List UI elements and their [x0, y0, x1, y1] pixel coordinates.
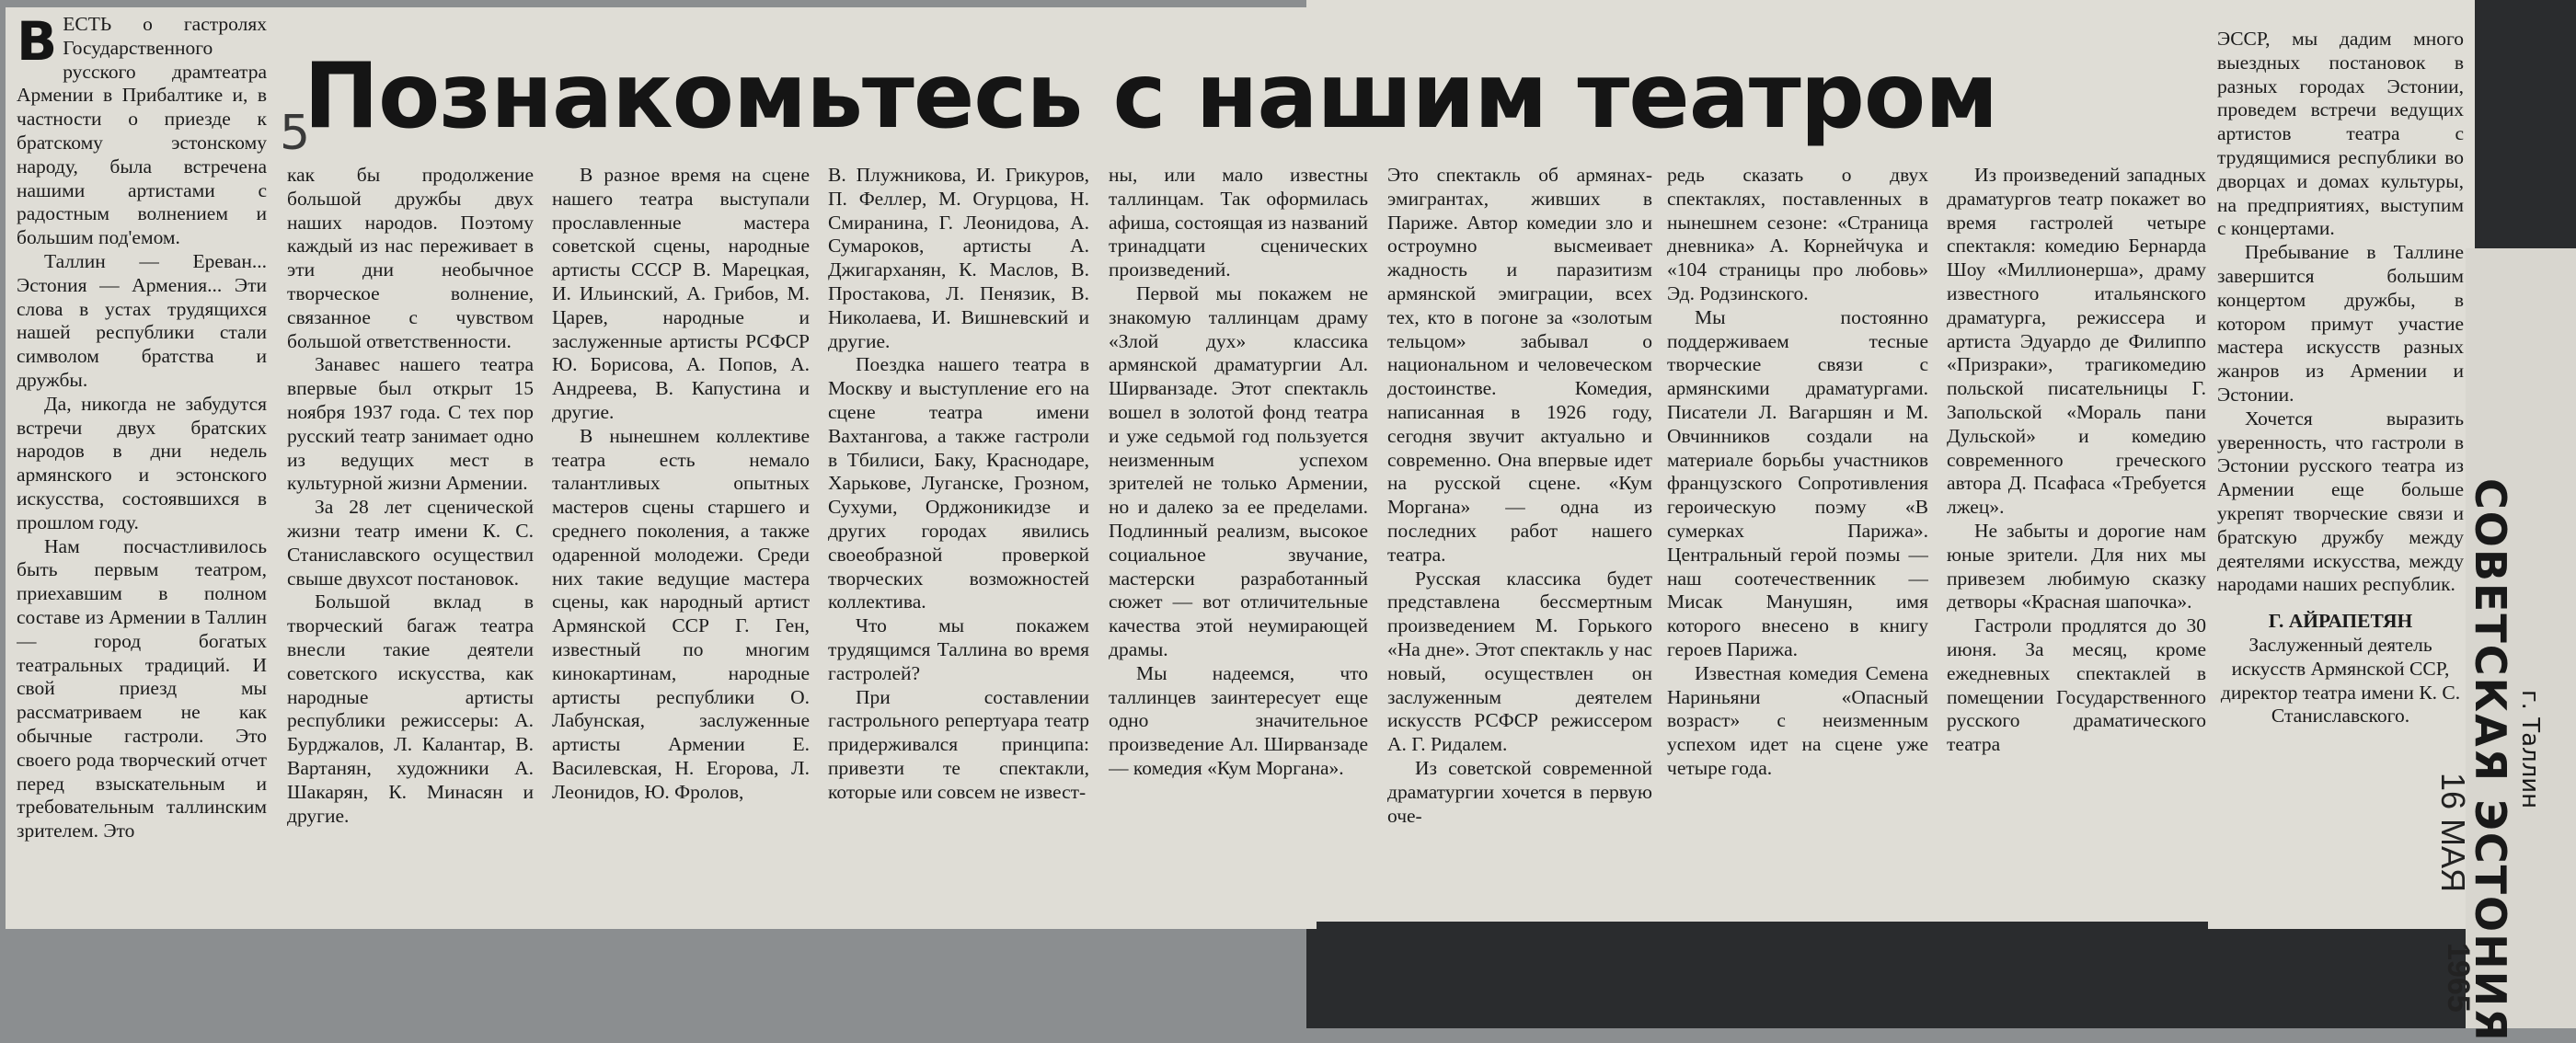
article-column-5	[1109, 164, 1368, 923]
article-column-3	[552, 164, 810, 923]
paragraph: В нынешнем коллективе театра есть немало талантливых опытных мастеров сцены старшего и среднего поколения, а также одаренной молодежи. Среди них такие ведущие мастера сцены, как народный артист Армянской ССР Г. Ген, известный по многим кинокартинам, народные артисты республики О. Лабунская, заслуженные артисты Армении Е. Василевская, Н. Егорова, Л. Леонидов, Ю. Фролов,	[552, 424, 810, 803]
pen-mark: 5	[280, 106, 311, 158]
paragraph: Из произведений западных драматургов театр покажет во время гастролей четыре спектакля: комедию Бернарда Шоу «Миллионерша», драму известного итальянского драматурга, режиссера и артиста Эдуардо де Филиппо «Призраки», трагикомедию польской писательницы Г. Запольской «Мораль пани Дульской» и комедию современного греческого автора Д. Псафаса «Требуется лжец».	[1947, 164, 2206, 519]
paragraph: При составлении гастрольного репертуара театр придерживался принципа: привезти те спектакли, которые или совсем не извест-	[828, 685, 1089, 803]
author-name: Г. АЙРАПЕТЯН	[2268, 610, 2413, 633]
paragraph: Известная комедия Семена Нариньяни «Опасный возраст» с неизменным успехом идет на сцене уже четыре года.	[1667, 661, 1928, 779]
paragraph: Мы надеемся, что таллинцев заинтересует еще одно значительное произведение Ал. Ширванзаде — комедия «Кум Моргана».	[1109, 661, 1368, 779]
paragraph: Нам посчастливилось быть первым театром, приехавшим в полном составе из Армении в Таллин — город богатых театральных традиций. И свой приезд мы рассматриваем не как обычные гастроли. Это своего рода творческий отчет перед взыскательным и требовательным таллинским зрителем. Это	[17, 534, 267, 842]
author-title: Заслуженный деятель искусств Армянской ССР, директор театра имени К. С. Станиславского.	[2220, 633, 2461, 728]
paragraph: Из советской современной драматургии хочется в первую оче-	[1387, 756, 1652, 827]
article-column-8	[1947, 164, 2206, 923]
paragraph: За 28 лет сценической жизни театр имени К. С. Станиславского осуществил свыше двухсот постановок.	[287, 496, 534, 590]
paragraph: Что мы покажем трудящимся Таллина во время гастролей?	[828, 614, 1089, 684]
paragraph: Большой вклад в творческий багаж театра внесли такие деятели советского искусства, как народные артисты республики режиссеры: А. Бурджалов, Л. Калантар, В. Вартанян, художники А. Шакарян, К. Минасян и другие.	[287, 590, 534, 827]
article-column-4	[828, 164, 1089, 923]
masthead-year: 1965	[2441, 943, 2476, 1013]
article-column-2	[287, 164, 534, 923]
headline: Познакомьтесь с нашим театром	[304, 44, 1998, 149]
article-column-6	[1387, 164, 1652, 923]
paragraph: Занавес нашего театра впервые был открыт 15 ноября 1937 года. С тех пор русский театр занимает одно из ведущих мест в культурной жизни Армении.	[287, 353, 534, 495]
paragraph: Русская классика будет представлена бессмертным произведением М. Горького «На дне». Этот спектакль у нас новый, осуществлен он заслуженным деятелем искусств РСФСР режиссером А. Г. Ридалем.	[1387, 567, 1652, 756]
paragraph: В. Плужникова, И. Грикуров, П. Феллер, М. Огурцова, Н. Смиранина, Г. Леонидова, А. Сумароков, артисты А. Джигарханян, К. Маслов, В. Простакова, Л. Пенязик, В. Николаева, И. Вишневский и другие.	[828, 164, 1089, 352]
paragraph: Поездка нашего театра в Москву и выступление его на сцене театра имени Вахтангова, а также гастроли в Тбилиси, Баку, Краснодаре, Харькове, Луганске, Грозном, Сухуми, Орджоникидзе и других городах явились своеобразной проверкой творческих возможностей коллектива.	[828, 353, 1089, 613]
masthead-date: 16 МАЯ	[2434, 773, 2472, 893]
paragraph: Не забыты и дорогие нам юные зрители. Для них мы привезем любимую сказку детворы «Красная шапочка».	[1947, 519, 2206, 613]
dropcap: В	[17, 13, 58, 73]
paragraph: Хочется выразить уверенность, что гастроли в Эстонии русского театра из Армении еще больше укрепят творческие связи и братскую дружбу между деятелями искусства, между народами наших республик.	[2217, 407, 2464, 596]
paragraph: В разное время на сцене нашего театра выступали прославленные мастера советской сцены, народные артисты СССР В. Марецкая, И. Ильинский, А. Грибов, М. Царев, народные и заслуженные артисты РСФСР Ю. Борисова, А. Попов, А. Андреева, В. Капустина и другие.	[552, 164, 810, 423]
paragraph: Это спектакль об армянах-эмигрантах, живших в Париже. Автор комедии зло и остроумно высмеивает жадность и паразитизм армянской эмиграции, всех тех, кто в погоне за «золотым тельцом» забывал о национальном и человеческом достоинстве. Комедия, написанная в 1926 году, сегодня звучит актуально и современно. Она впервые идет на русской сцене. «Кум Моргана» — одна из последних работ нашего театра.	[1387, 164, 1652, 566]
masthead-city: г. Таллин	[2516, 690, 2544, 809]
masthead-title: СОВЕТСКАЯ ЭСТОНИЯ	[2466, 478, 2515, 1043]
paragraph: Пребывание в Таллине завершится большим концертом дружбы, в котором примут участие мастера искусств разных жанров из Армении и Эстонии.	[2217, 241, 2464, 406]
paragraph: Таллин — Ереван... Эстония — Армения... Эти слова в устах трудящихся нашей республики стали символом братства и дружбы.	[17, 249, 267, 391]
paragraph: как бы продолжение большой дружбы двух наших народов. Поэтому каждый из нас переживает в эти дни необычное творческое волнение, связанное с чувством большой ответственности.	[287, 164, 534, 352]
paragraph: Первой мы покажем не знакомую таллинцам драму «Злой дух» классика армянской драматургии Ал. Ширванзаде. Этот спектакль вошел в золотой фонд театра и уже седьмой год пользуется неизменным успехом зрителей не только Армении, но и далеко за ее пределами. Подлинный реализм, высокое социальное звучание, мастерски разработанный сюжет — вот отличительные качества этой неумирающей драмы.	[1109, 281, 1368, 660]
article-column-1	[17, 13, 267, 923]
paragraph: Мы постоянно поддерживаем тесные творческие связи с армянскими драматургами. Писатели Л. Вагаршян и М. Овчинников создали на материале борьбы участников французского Сопротивления героическую поэму «В сумерках Парижа». Центральный герой поэмы — наш соотечественник — Мисак Манушян, имя которого внесено в книгу героев Парижа.	[1667, 305, 1928, 660]
paragraph: Гастроли продлятся до 30 июня. За месяц, кроме ежедневных спектаклей в помещении Государственного русского драматического театра	[1947, 614, 2206, 756]
pen-mark-icon	[276, 103, 313, 158]
article-column-7	[1667, 164, 1928, 923]
paragraph: ЕСТЬ о гастролях Государственного русского драмтеатра Армении в Прибалтике и, в частности о приезде к братскому эстонскому народу, была встречена нашими артистами с радостным волнением и большим под'емом.	[17, 13, 267, 249]
article-column-9	[2217, 28, 2464, 925]
paragraph: Да, никогда не забудутся встречи двух братских народов в дни недель армянского и эстонского искусства, состоявшихся в прошлом году.	[17, 392, 267, 533]
paragraph: ЭССР, мы дадим много выездных постановок в разных городах Эстонии, проведем встречи ведущих артистов театра с трудящимися республики во дворцах и домах культуры, на предприятиях, выступим с концертами.	[2217, 28, 2464, 240]
paragraph: ны, или мало известны таллинцам. Так оформилась афиша, состоящая из названий тринадцати сценических произведений.	[1109, 164, 1368, 281]
paragraph: редь сказать о двух спектаклях, поставленных в нынешнем сезоне: «Страница дневника» А. Корнейчука и «104 страницы про любовь» Эд. Родзинского.	[1667, 164, 1928, 304]
